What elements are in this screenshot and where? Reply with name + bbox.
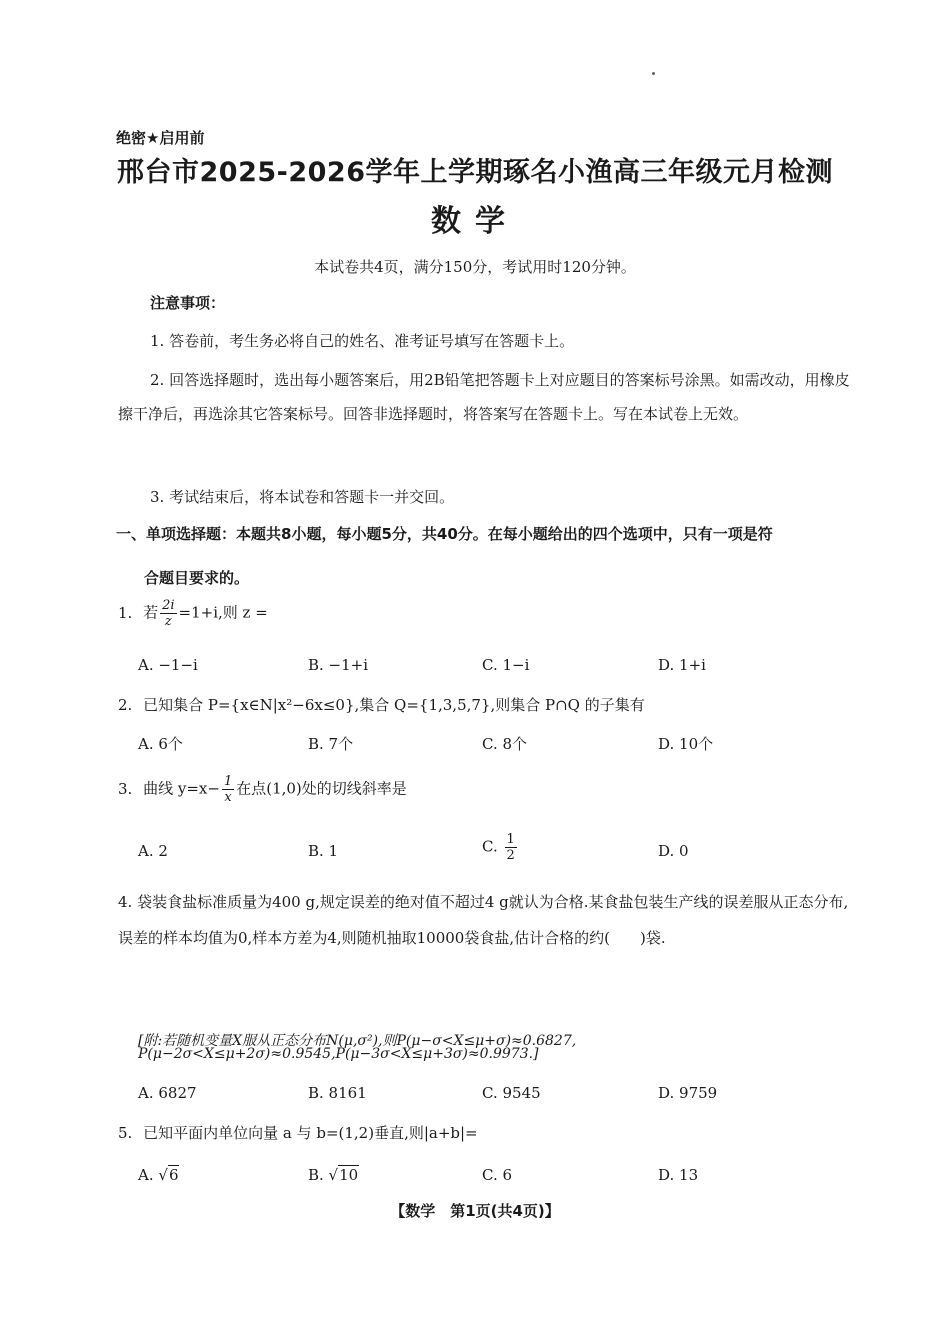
q4-attachment-line-2: P(μ−2σ<X≤μ+2σ)≈0.9545,P(μ−3σ<X≤μ+3σ)≈0.9973.] <box>138 1046 539 1062</box>
fraction <box>505 832 517 863</box>
question-text-pre: 若 <box>143 603 159 622</box>
q2-option-d: D. 10个 <box>658 735 714 753</box>
fraction-numerator: 1 <box>223 774 233 789</box>
question-5 <box>118 1122 478 1143</box>
page-footer: 【数学 第1页(共4页)】 <box>390 1202 560 1220</box>
question-number: 4. <box>118 893 133 911</box>
q5-option-a <box>138 1166 179 1184</box>
fraction <box>222 774 234 805</box>
fraction-denominator: x <box>224 790 232 805</box>
question-text: 已知集合 P={x∈N|x²−6x≤0},集合 Q={1,3,5,7},则集合 P∩Q 的子集有 <box>143 696 645 714</box>
q5-option-d: D. 13 <box>658 1166 699 1184</box>
notice-title: 注意事项： <box>150 294 226 312</box>
q3-option-a: A. 2 <box>138 842 168 860</box>
notice-item-2: 2. 回答选择题时，选出每小题答案后，用2B铅笔把答题卡上对应题目的答案标号涂黑。如需改动，用橡皮擦干净后，再选涂其它答案标号。回答非选择题时，将答案写在答题卡上。写在本试卷上无效。 <box>118 371 850 423</box>
question-number: 3. <box>118 779 133 798</box>
scan-speck <box>652 72 655 75</box>
exam-info: 本试卷共4页，满分150分，考试用时120分钟。 <box>314 258 636 276</box>
fraction-numerator: 1 <box>506 832 515 847</box>
q1-option-d: D. 1+i <box>658 656 706 674</box>
question-number: 1. <box>118 603 133 622</box>
question-text: 已知平面内单位向量 a 与 b=(1,2)垂直,则|a+b|= <box>143 1124 478 1142</box>
question-text-pre: 曲线 y=x− <box>143 779 220 798</box>
question-text: 袋装食盐标准质量为400 g,规定误差的绝对值不超过4 g就认为合格.某食盐包装生产线的误差服从正态分布,误差的样本均值为0,样本方差为4,则随机抽取10000袋食盐,估计合格的约( )袋. <box>118 893 849 947</box>
q2-option-b: B. 7个 <box>308 735 354 753</box>
option-label: A. √ <box>138 1166 168 1184</box>
question-3 <box>118 774 407 805</box>
question-text-post: =1+i,则 z = <box>178 603 268 622</box>
section-heading-line-1: 一、单项选择题：本题共8小题，每小题5分，共40分。在每小题给出的四个选项中，只有一项是符 <box>116 525 773 543</box>
option-label: B. √ <box>308 1166 339 1184</box>
section-heading <box>116 512 856 600</box>
q5-option-b <box>308 1166 359 1184</box>
q4-option-d: D. 9759 <box>658 1084 718 1102</box>
section-heading-line-2: 合题目要求的。 <box>144 569 250 587</box>
q4-option-b: B. 8161 <box>308 1084 367 1102</box>
q5-option-c: C. 6 <box>482 1166 513 1184</box>
q4-option-a: A. 6827 <box>138 1084 197 1102</box>
q4-option-c: C. 9545 <box>482 1084 541 1102</box>
secret-label: 绝密★启用前 <box>116 129 205 147</box>
notice-item-3: 3. 考试结束后，将本试卷和答题卡一并交回。 <box>150 488 455 506</box>
question-1 <box>118 598 268 629</box>
radicand: 6 <box>168 1166 179 1184</box>
q3-option-d: D. 0 <box>658 842 689 860</box>
fraction <box>160 598 176 629</box>
q1-option-c: C. 1−i <box>482 656 530 674</box>
subject-title: 数学 <box>431 204 519 239</box>
notice-item-1: 1. 答卷前，考生务必将自己的姓名、准考证号填写在答题卡上。 <box>150 332 575 350</box>
q2-option-a: A. 6个 <box>138 735 183 753</box>
question-4 <box>118 884 852 956</box>
question-2 <box>118 694 645 715</box>
q1-option-a: A. −1−i <box>138 656 198 674</box>
option-label: C. <box>482 837 498 856</box>
fraction-numerator: 2i <box>162 598 175 613</box>
exam-title: 邢台市2025-2026学年上学期琢名小渔高三年级元月检测 <box>117 157 833 188</box>
q3-option-b: B. 1 <box>308 842 339 860</box>
q3-option-c <box>482 832 519 863</box>
q4-attachment-line-1: [附:若随机变量X服从正态分布N(μ,σ²),则P(μ−σ<X≤μ+σ)≈0.6827, <box>138 1033 577 1049</box>
q1-option-b: B. −1+i <box>308 656 369 674</box>
fraction-denominator: z <box>164 614 172 629</box>
question-number: 2. <box>118 696 133 714</box>
question-number: 5. <box>118 1124 133 1142</box>
radicand: 10 <box>339 1166 359 1184</box>
q2-option-c: C. 8个 <box>482 735 528 753</box>
question-text-post: 在点(1,0)处的切线斜率是 <box>236 779 407 798</box>
fraction-denominator: 2 <box>506 848 515 863</box>
